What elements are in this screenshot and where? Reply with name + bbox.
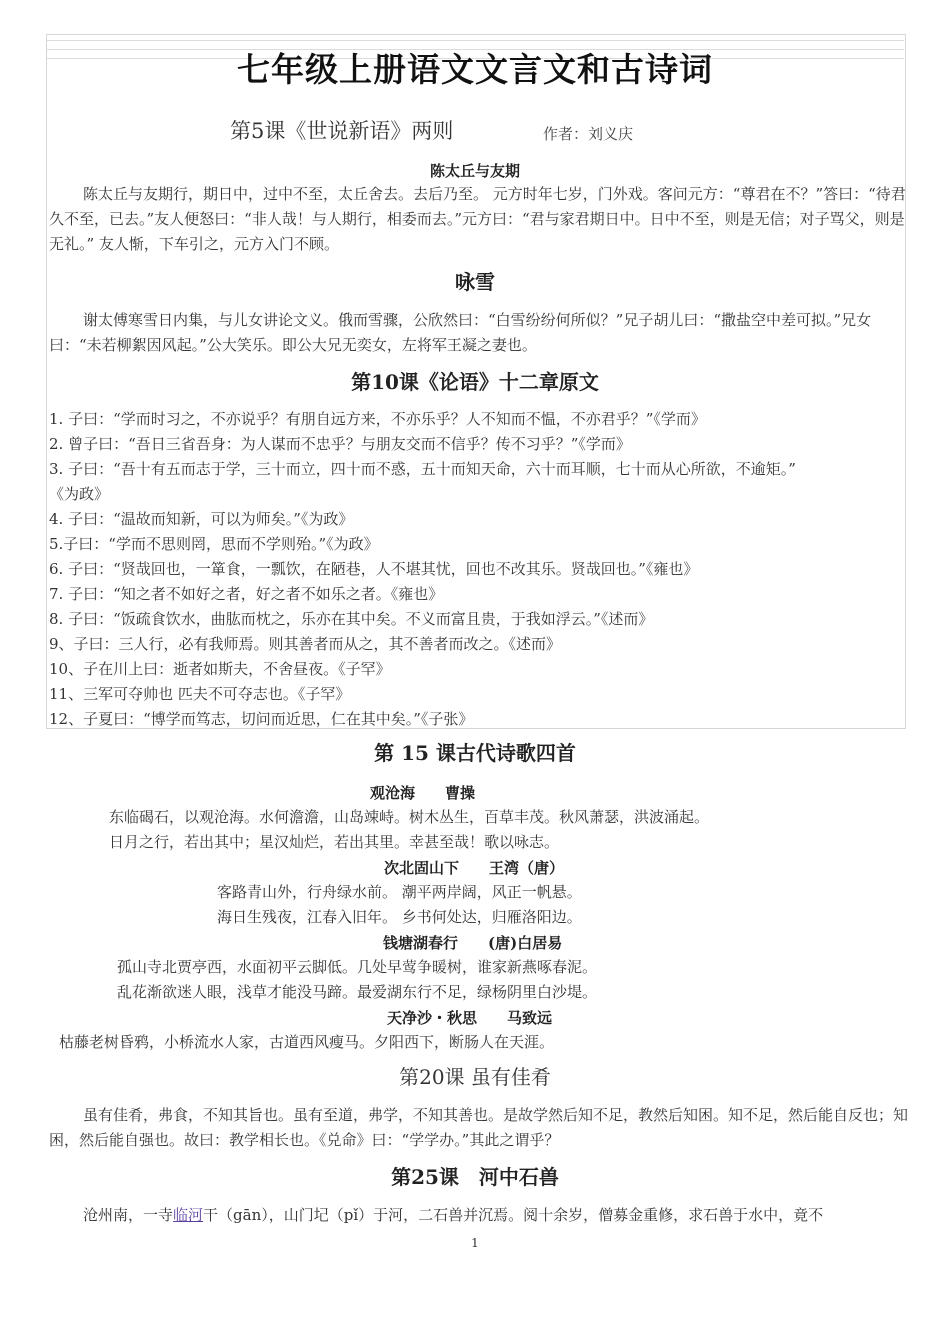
lesson-15-heading: 第 15 课古代诗歌四首: [374, 741, 576, 765]
analects-line: 《为政》: [49, 485, 110, 503]
analects-line: 9、子曰：三人行，必有我师焉。则其善者而从之，其不善者而改之。《述而》: [49, 635, 562, 653]
lesson-25-heading: 第25课 河中石兽: [391, 1165, 559, 1189]
poem-1-title: 观沧海 曹操: [370, 784, 476, 802]
story-1-text: 陈太丘与友期行，期日中，过中不至，太丘舍去。去后乃至。 元方时年七岁，门外戏。客问元方：“尊君在不？”答曰：“待君久不至，已去。”友人便怒曰：“非人哉！与人期行，相委而去。”元方曰：“君与家君期日中。日中不至，则是无信；对子骂父，则是无礼。” 友人惭，下车引之，元方入门不顾。: [49, 185, 906, 253]
page-title: 七年级上册语文文言文和古诗词: [237, 50, 713, 89]
poem-3-line: 乱花渐欲迷人眼，浅草才能没马蹄。最爱湖东行不足，绿杨阴里白沙堤。: [117, 983, 598, 1001]
top-divider: [46, 40, 904, 41]
lesson-25-text-rest: 干（gān），山门圮（pǐ）于河，二石兽并沉焉。阅十余岁，僧募金重修，求石兽于水中，竟不: [203, 1206, 824, 1224]
analects-line: 10、子在川上曰：逝者如斯夫，不舍昼夜。《子罕》: [49, 660, 391, 678]
story-2-title: 咏雪: [455, 270, 495, 294]
poem-2-line: 海日生残夜，江春入旧年。 乡书何处达，归雁洛阳边。: [217, 908, 582, 926]
analects-line: 3. 子曰：“吾十有五而志于学，三十而立，四十而不惑，五十而知天命，六十而耳顺，七十而从心所欲，不逾矩。”: [49, 460, 796, 478]
lesson-25-text: [49, 1203, 911, 1228]
lesson-10-heading: 第10课《论语》十二章原文: [351, 370, 599, 394]
poem-4-line: 枯藤老树昏鸦，小桥流水人家，古道西风瘦马。夕阳西下，断肠人在天涯。: [59, 1033, 555, 1051]
analects-line: 8. 子曰：“饭疏食饮水，曲肱而枕之，乐亦在其中矣。不义而富且贵，于我如浮云。”《述而》: [49, 610, 654, 628]
poem-3-title: 钱塘湖春行 (唐)白居易: [383, 934, 563, 952]
lesson-5-heading: 第5课《世说新语》两则: [230, 119, 454, 143]
analects-line: 12、子夏曰：“博学而笃志，切问而近思，仁在其中矣。”《子张》: [49, 710, 474, 728]
story-1-title: 陈太丘与友期: [429, 162, 520, 180]
poem-1-line: 东临碣石，以观沧海。水何澹澹，山岛竦峙。树木丛生，百草丰茂。秋风萧瑟，洪波涌起。: [109, 808, 710, 826]
story-2-text: 谢太傅寒雪日内集，与儿女讲论文义。俄而雪骤，公欣然曰：“白雪纷纷何所似？”兄子胡儿曰：“撒盐空中差可拟。”兄女曰：“未若柳絮因风起。”公大笑乐。即公大兄无奕女，左将军王凝之妻也。: [49, 311, 872, 354]
poem-2-title: 次北固山下 王湾（唐）: [384, 859, 565, 877]
lin-he-link[interactable]: 临河: [173, 1206, 204, 1224]
page-number: 1: [471, 1236, 479, 1250]
analects-list: [49, 407, 911, 732]
poem-3-line: 孤山寺北贾亭西，水面初平云脚低。几处早莺争暖树，谁家新燕啄春泥。: [117, 958, 598, 976]
poem-1-line: 日月之行，若出其中；星汉灿烂，若出其里。幸甚至哉！歌以咏志。: [109, 833, 560, 851]
poem-4-title: 天净沙・秋思 马致远: [387, 1009, 553, 1027]
analects-line: 6. 子曰：“贤哉回也，一箪食，一瓢饮，在陋巷，人不堪其忧，回也不改其乐。贤哉回也。”《雍也》: [49, 560, 699, 578]
analects-line: 11、三军可夺帅也 匹夫不可夺志也。《子罕》: [49, 685, 351, 703]
lesson-25-text-start: 沧州南，一寺: [83, 1206, 174, 1224]
lesson-20-text: 虽有佳肴，弗食，不知其旨也。虽有至道，弗学，不知其善也。是故学然后知不足，教然后知困。知不足，然后能自反也；知困，然后能自强也。故曰：教学相长也。《兑命》曰：“学学办。”其此之谓乎？: [49, 1106, 909, 1149]
analects-line: 1. 子曰：“学而时习之，不亦说乎？有朋自远方来，不亦乐乎？人不知而不愠，不亦君乎？”《学而》: [49, 410, 706, 428]
analects-line: 4. 子曰：“温故而知新，可以为师矣。”《为政》: [49, 510, 354, 528]
poem-2-line: 客路青山外，行舟绿水前。 潮平两岸阔，风正一帆悬。: [217, 883, 582, 901]
analects-line: 7. 子曰：“知之者不如好之者，好之者不如乐之者。《雍也》: [49, 585, 444, 603]
lesson-20-heading: 第20课 虽有佳肴: [399, 1065, 551, 1089]
author-line: 作者：刘义庆: [543, 125, 634, 143]
analects-line: 5.子曰：“学而不思则罔，思而不学则殆。”《为政》: [49, 535, 379, 553]
analects-line: 2. 曾子曰：“吾日三省吾身：为人谋而不忠乎？与朋友交而不信乎？传不习乎？”《学而》: [49, 435, 631, 453]
